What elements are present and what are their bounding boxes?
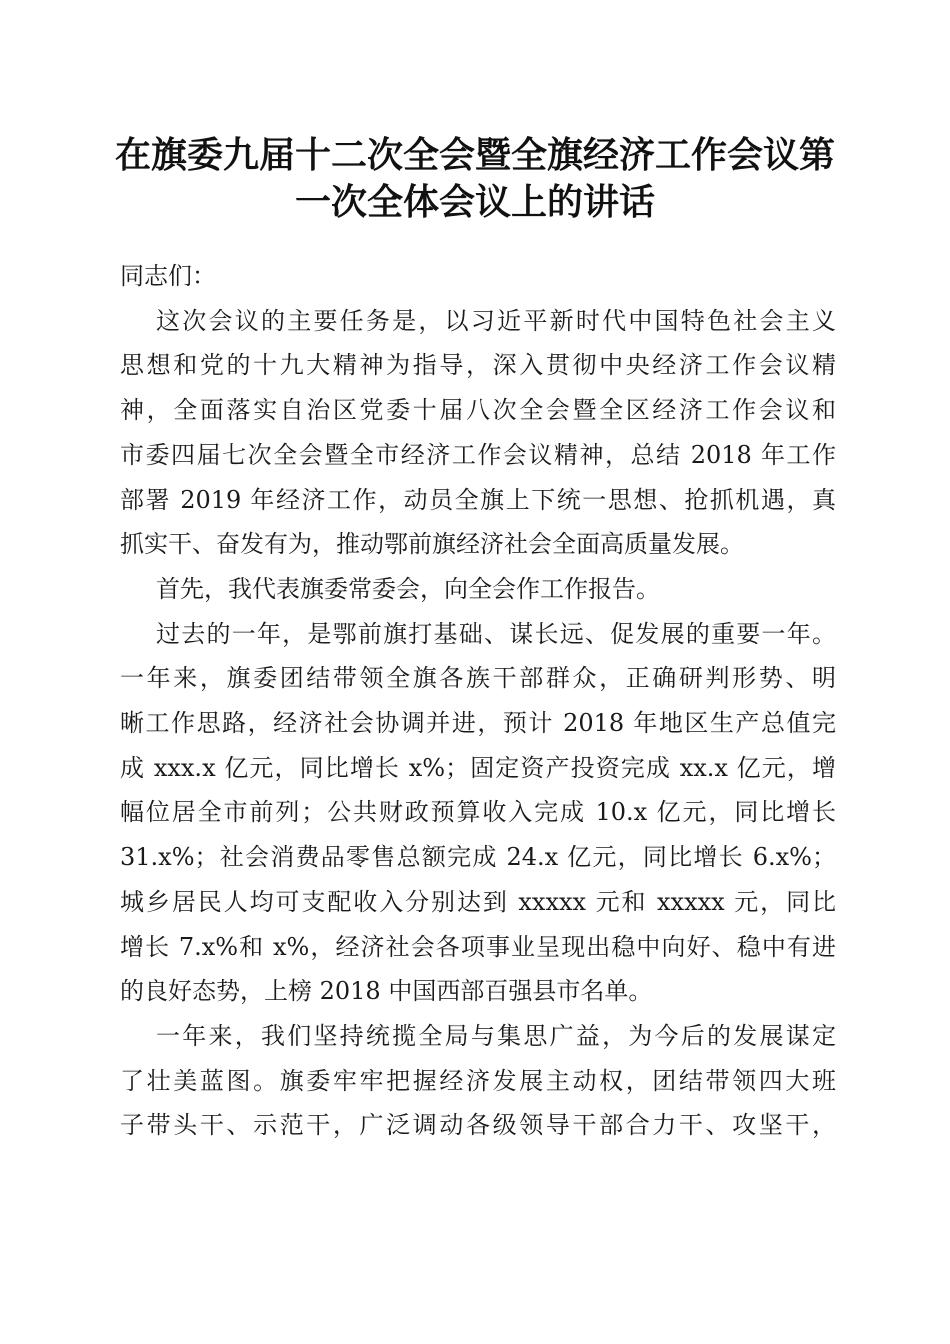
title-line-1: 在旗委九届十二次全会暨全旗经济工作会议第 — [114, 134, 835, 176]
document-body — [120, 254, 836, 1148]
paragraph-line: 市委四届七次全会暨全市经济工作会议精神，总结 2018 年工作 — [120, 440, 836, 469]
paragraph-2 — [120, 567, 836, 612]
paragraph-line: 的良好态势，上榜 2018 中国西部百强县市名单。 — [120, 977, 653, 1006]
paragraph-line: 这次会议的主要任务是，以习近平新时代中国特色社会主义 — [156, 306, 836, 335]
paragraph-4 — [120, 1014, 836, 1148]
paragraph-line: 子带头干、示范干，广泛调动各级领导干部合力干、攻坚干， — [120, 1111, 836, 1140]
paragraph-line: 了壮美蓝图。旗委牢牢把握经济发展主动权，团结带领四大班 — [120, 1066, 836, 1095]
paragraph-line: 晰工作思路，经济社会协调并进，预计 2018 年地区生产总值完 — [120, 709, 836, 738]
paragraph-line: 首先，我代表旗委常委会，向全会作工作报告。 — [156, 574, 660, 603]
title-line-2: 一次全体会议上的讲话 — [294, 181, 655, 223]
paragraph-3 — [120, 612, 836, 1014]
document-title — [100, 132, 850, 226]
paragraph-line: 31.x%；社会消费品零售总额完成 24.x 亿元，同比增长 6.x%； — [120, 843, 836, 872]
paragraph-1 — [120, 299, 836, 567]
salutation: 同志们： — [120, 262, 216, 290]
paragraph-line: 神，全面落实自治区党委十届八次全会暨全区经济工作会议和 — [120, 396, 836, 425]
paragraph-line: 增长 7.x%和 x%，经济社会各项事业呈现出稳中向好、稳中有进 — [120, 932, 836, 961]
paragraph-line: 过去的一年，是鄂前旗打基础、谋长远、促发展的重要一年。 — [156, 619, 836, 648]
paragraph-line: 城乡居民人均可支配收入分别达到 xxxxx 元和 xxxxx 元，同比 — [120, 887, 836, 916]
paragraph-line: 抓实干、奋发有为，推动鄂前旗经济社会全面高质量发展。 — [120, 530, 744, 559]
paragraph-line: 成 xxx.x 亿元，同比增长 x%；固定资产投资完成 xx.x 亿元，增 — [120, 753, 836, 782]
paragraph-line: 幅位居全市前列；公共财政预算收入完成 10.x 亿元，同比增长 — [120, 798, 836, 827]
paragraph-line: 一年来，我们坚持统揽全局与集思广益，为今后的发展谋定 — [156, 1021, 836, 1050]
paragraph-line: 一年来，旗委团结带领全旗各族干部群众，正确研判形势、明 — [120, 664, 836, 693]
paragraph-line: 思想和党的十九大精神为指导，深入贯彻中央经济工作会议精 — [120, 351, 836, 380]
paragraph-line: 部署 2019 年经济工作，动员全旗上下统一思想、抢抓机遇，真 — [120, 485, 836, 514]
